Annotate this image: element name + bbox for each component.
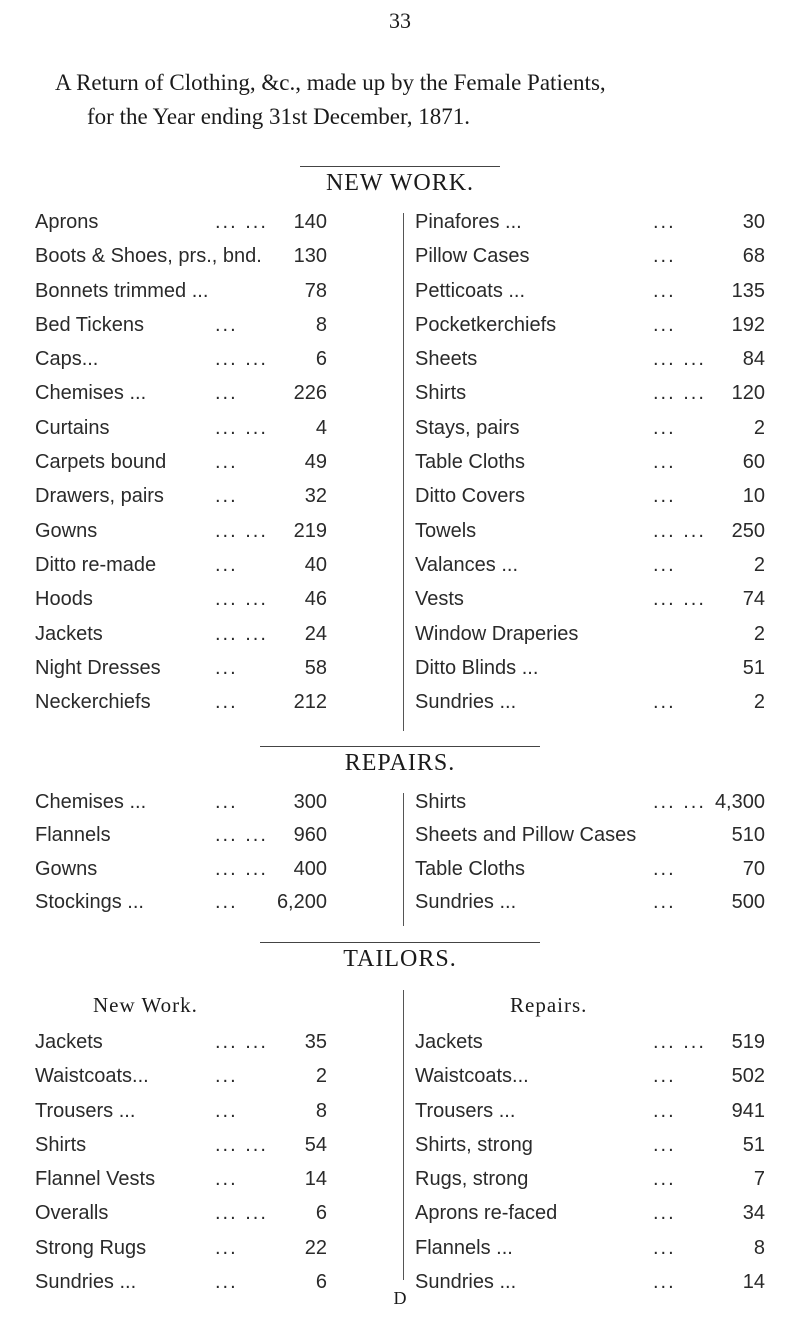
entry-label: Shirts <box>35 1133 87 1156</box>
entry-value: 35 <box>304 1031 327 1053</box>
entry-leader-dots: ... <box>215 1271 238 1294</box>
entry-label: Trousers ... <box>35 1099 136 1122</box>
entry-value: 135 <box>731 279 765 302</box>
entry-leader-dots: ... <box>215 1099 238 1122</box>
entry-value: 68 <box>742 245 765 268</box>
entry-leader-dots: ... ... <box>215 857 268 880</box>
table-row <box>35 451 765 485</box>
entry-label: Bonnets trimmed ... <box>35 279 209 302</box>
heading-new-work: NEW WORK. <box>325 170 475 196</box>
entry-label: Pillow Cases <box>415 245 530 268</box>
heading-tailors: TAILORS. <box>343 946 457 972</box>
entry-value: 54 <box>304 1133 327 1156</box>
table-row <box>35 348 765 382</box>
entry-value: 46 <box>304 588 327 611</box>
entry-value: 8 <box>315 1099 327 1122</box>
entry-label: Chemises ... <box>35 382 147 405</box>
entry-leader-dots: ... ... <box>653 348 706 371</box>
table-row <box>35 1065 765 1099</box>
entry-leader-dots: ... <box>215 485 238 508</box>
entry-label: Chemises ... <box>35 791 147 813</box>
entry-label: Hoods <box>35 588 93 611</box>
entry-leader-dots: ... <box>653 1271 676 1294</box>
entry-leader-dots: ... ... <box>215 211 268 233</box>
entry-label: Boots & Shoes, prs., bnd. <box>35 245 262 268</box>
entry-leader-dots: ... <box>653 857 676 880</box>
page-number: 33 <box>389 8 411 33</box>
entry-label: Sundries ... <box>35 1271 137 1294</box>
entry-leader-dots: ... ... <box>215 588 268 611</box>
entry-value: 250 <box>731 519 765 542</box>
entry-value: 2 <box>753 691 765 714</box>
table-row <box>35 485 765 519</box>
entry-leader-dots: ... <box>653 451 676 474</box>
entry-label: Curtains <box>35 416 110 439</box>
entry-leader-dots: ... ... <box>215 1133 268 1156</box>
table-repairs <box>35 791 765 924</box>
table-row <box>35 1237 765 1271</box>
entry-value: 51 <box>742 656 765 679</box>
entry-leader-dots: ... <box>653 553 676 576</box>
entry-label: Trousers ... <box>415 1099 516 1122</box>
entry-leader-dots: ... ... <box>215 1202 268 1225</box>
entry-value: 8 <box>753 1236 765 1259</box>
entry-label: Jackets <box>35 622 103 645</box>
entry-value: 2 <box>315 1065 327 1088</box>
entry-value: 960 <box>293 824 327 847</box>
table-row <box>35 314 765 348</box>
entry-leader-dots: ... <box>653 691 676 714</box>
page-title <box>55 66 755 134</box>
entry-value: 212 <box>293 691 327 714</box>
entry-leader-dots: ... ... <box>215 348 268 371</box>
entry-leader-dots: ... <box>215 691 238 714</box>
entry-label: Bed Tickens <box>35 313 144 336</box>
entry-value: 192 <box>731 313 765 336</box>
entry-value: 300 <box>293 791 327 813</box>
entry-value: 2 <box>753 553 765 576</box>
entry-leader-dots: ... ... <box>215 519 268 542</box>
entry-label: Strong Rugs <box>35 1236 147 1259</box>
entry-value: 49 <box>304 451 327 474</box>
entry-label: Sundries ... <box>415 691 517 714</box>
table-row <box>35 520 765 554</box>
entry-value: 8 <box>315 313 327 336</box>
entry-label: Aprons <box>35 211 99 233</box>
table-new-work <box>35 211 765 725</box>
section-rule-repairs <box>260 746 540 747</box>
table-row <box>35 382 765 416</box>
table-row <box>35 1031 765 1065</box>
entry-leader-dots: ... ... <box>215 622 268 645</box>
entry-value: 78 <box>304 279 327 302</box>
entry-value: 22 <box>304 1236 327 1259</box>
entry-label: Neckerchiefs <box>35 691 151 714</box>
entry-value: 14 <box>304 1168 327 1191</box>
entry-value: 140 <box>293 211 327 233</box>
entry-label: Pocketkerchiefs <box>415 313 557 336</box>
entry-value: 941 <box>731 1099 765 1122</box>
entry-label: Sundries ... <box>415 890 517 913</box>
table-row <box>35 891 765 924</box>
entry-value: 130 <box>293 245 327 268</box>
entry-label: Aprons re-faced <box>415 1202 558 1225</box>
entry-value: 34 <box>742 1202 765 1225</box>
entry-leader-dots: ... <box>653 1065 676 1088</box>
table-row <box>35 588 765 622</box>
entry-leader-dots: ... ... <box>653 1031 706 1053</box>
entry-leader-dots: ... ... <box>653 791 706 813</box>
table-row <box>35 1134 765 1168</box>
entry-value: 4 <box>315 416 327 439</box>
entry-label: Flannel Vests <box>35 1168 156 1191</box>
entry-leader-dots: ... <box>653 1236 676 1259</box>
entry-value: 51 <box>742 1133 765 1156</box>
entry-value: 226 <box>293 382 327 405</box>
entry-label: Ditto Covers <box>415 485 526 508</box>
entry-value: 7 <box>753 1168 765 1191</box>
entry-value: 6 <box>315 1202 327 1225</box>
entry-label: Shirts <box>415 382 467 405</box>
entry-label: Ditto Blinds ... <box>415 656 539 679</box>
entry-label: Sheets and Pillow Cases <box>415 824 637 847</box>
entry-label: Pinafores ... <box>415 211 522 233</box>
table-row <box>35 657 765 691</box>
entry-value: 24 <box>304 622 327 645</box>
entry-leader-dots: ... <box>215 313 238 336</box>
entry-value: 30 <box>742 211 765 233</box>
entry-value: 120 <box>731 382 765 405</box>
entry-value: 6 <box>315 1271 327 1294</box>
heading-repairs: REPAIRS. <box>344 750 456 776</box>
entry-leader-dots: ... <box>215 1065 238 1088</box>
entry-leader-dots: ... ... <box>215 416 268 439</box>
entry-value: 40 <box>304 553 327 576</box>
entry-label: Window Draperies <box>415 622 579 645</box>
entry-value: 510 <box>731 824 765 847</box>
entry-leader-dots: ... ... <box>653 382 706 405</box>
entry-leader-dots: ... <box>215 656 238 679</box>
entry-value: 58 <box>304 656 327 679</box>
table-row <box>35 623 765 657</box>
table-row <box>35 211 765 245</box>
signature-letter: D <box>393 1288 407 1308</box>
entry-value: 502 <box>731 1065 765 1088</box>
entry-label: Stays, pairs <box>415 416 520 439</box>
entry-value: 60 <box>742 451 765 474</box>
entry-leader-dots: ... <box>653 890 676 913</box>
entry-label: Sheets <box>415 348 478 371</box>
table-tailors <box>35 1031 765 1305</box>
entry-label: Valances ... <box>415 553 519 576</box>
entry-value: 10 <box>742 485 765 508</box>
entry-value: 500 <box>731 890 765 913</box>
title-line-1: A Return of Clothing, &c., made up by the Female Patients, <box>55 70 606 95</box>
table-row <box>35 824 765 857</box>
entry-value: 74 <box>742 588 765 611</box>
table-row <box>35 280 765 314</box>
entry-value: 70 <box>742 857 765 880</box>
entry-leader-dots: ... <box>215 1236 238 1259</box>
table-row <box>35 1168 765 1202</box>
entry-label: Vests <box>415 588 464 611</box>
entry-leader-dots: ... ... <box>215 824 268 847</box>
title-line-2: for the Year ending 31st December, 1871. <box>87 104 470 129</box>
entry-label: Jackets <box>415 1031 483 1053</box>
entry-leader-dots: ... <box>653 485 676 508</box>
entry-leader-dots: ... <box>215 791 238 813</box>
entry-leader-dots: ... <box>653 1168 676 1191</box>
entry-leader-dots: ... <box>653 1133 676 1156</box>
table-row <box>35 417 765 451</box>
entry-value: 14 <box>742 1271 765 1294</box>
entry-value: 219 <box>293 519 327 542</box>
entry-label: Sundries ... <box>415 1271 517 1294</box>
entry-label: Gowns <box>35 857 98 880</box>
table-row <box>35 1202 765 1236</box>
section-rule-new-work <box>300 166 500 167</box>
entry-label: Waistcoats... <box>35 1065 149 1088</box>
entry-leader-dots: ... <box>215 553 238 576</box>
entry-leader-dots: ... <box>653 416 676 439</box>
entry-leader-dots: ... <box>653 279 676 302</box>
entry-value: 84 <box>742 348 765 371</box>
entry-leader-dots: ... <box>215 382 238 405</box>
entry-label: Waistcoats... <box>415 1065 529 1088</box>
entry-label: Towels <box>415 519 477 542</box>
entry-label: Night Dresses <box>35 656 161 679</box>
entry-label: Rugs, strong <box>415 1168 529 1191</box>
entry-label: Stockings ... <box>35 890 144 913</box>
entry-leader-dots: ... <box>215 1168 238 1191</box>
entry-value: 32 <box>304 485 327 508</box>
entry-leader-dots: ... <box>653 211 676 233</box>
entry-leader-dots: ... ... <box>653 519 706 542</box>
entry-label: Caps... <box>35 348 99 371</box>
entry-leader-dots: ... ... <box>653 588 706 611</box>
entry-leader-dots: ... <box>215 890 238 913</box>
entry-value: 6 <box>315 348 327 371</box>
table-row <box>35 245 765 279</box>
entry-label: Table Cloths <box>415 451 526 474</box>
entry-label: Shirts, strong <box>415 1133 533 1156</box>
entry-label: Flannels <box>35 824 111 847</box>
entry-label: Flannels ... <box>415 1236 513 1259</box>
entry-leader-dots: ... <box>653 245 676 268</box>
entry-value: 400 <box>293 857 327 880</box>
section-rule-tailors <box>260 942 540 943</box>
entry-leader-dots: ... <box>653 313 676 336</box>
entry-label: Overalls <box>35 1202 109 1225</box>
entry-value: 6,200 <box>276 890 327 913</box>
entry-label: Carpets bound <box>35 451 167 474</box>
table-row <box>35 858 765 891</box>
entry-label: Table Cloths <box>415 857 526 880</box>
table-row <box>35 554 765 588</box>
subhead-repairs: Repairs. <box>510 993 588 1017</box>
entry-label: Gowns <box>35 519 98 542</box>
entry-label: Petticoats ... <box>415 279 526 302</box>
entry-leader-dots: ... <box>215 451 238 474</box>
entry-leader-dots: ... <box>653 1099 676 1122</box>
entry-label: Drawers, pairs <box>35 485 164 508</box>
entry-value: 2 <box>753 416 765 439</box>
entry-label: Jackets <box>35 1031 103 1053</box>
entry-value: 2 <box>753 622 765 645</box>
table-row <box>35 691 765 725</box>
entry-label: Shirts <box>415 791 467 813</box>
entry-leader-dots: ... ... <box>215 1031 268 1053</box>
table-row <box>35 1100 765 1134</box>
table-row <box>35 791 765 824</box>
entry-value: 519 <box>731 1031 765 1053</box>
entry-value: 4,300 <box>714 791 765 813</box>
subhead-new-work: New Work. <box>93 993 198 1017</box>
entry-label: Ditto re-made <box>35 553 157 576</box>
entry-leader-dots: ... <box>653 1202 676 1225</box>
